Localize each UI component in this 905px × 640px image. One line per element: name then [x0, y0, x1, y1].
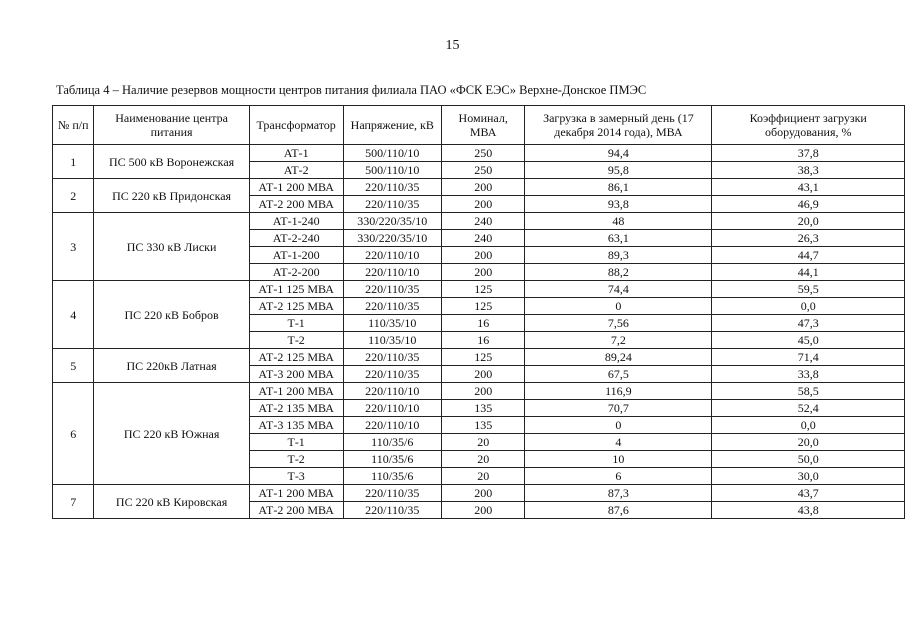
transformer-cell: АТ-2-240 — [249, 230, 343, 247]
table-row — [53, 349, 905, 366]
header-load: Загрузка в замерный день (17 декабря 2014 года), МВА — [525, 106, 712, 145]
load-factor-cell: 47,3 — [712, 315, 905, 332]
voltage-cell: 220/110/10 — [343, 383, 441, 400]
voltage-cell: 220/110/35 — [343, 196, 441, 213]
power-center-cell: ПС 500 кВ Воронежская — [94, 145, 249, 179]
table-row — [53, 281, 905, 298]
transformer-cell: АТ-2 125 МВА — [249, 298, 343, 315]
rating-cell: 16 — [442, 315, 525, 332]
transformer-cell: Т-3 — [249, 468, 343, 485]
load-cell: 7,2 — [525, 332, 712, 349]
load-cell: 0 — [525, 417, 712, 434]
row-number-cell: 6 — [53, 383, 94, 485]
row-number-cell: 2 — [53, 179, 94, 213]
load-factor-cell: 43,1 — [712, 179, 905, 196]
load-factor-cell: 30,0 — [712, 468, 905, 485]
transformer-cell: АТ-2 200 МВА — [249, 502, 343, 519]
load-cell: 70,7 — [525, 400, 712, 417]
voltage-cell: 220/110/10 — [343, 247, 441, 264]
load-factor-cell: 50,0 — [712, 451, 905, 468]
load-cell: 7,56 — [525, 315, 712, 332]
load-cell: 67,5 — [525, 366, 712, 383]
voltage-cell: 330/220/35/10 — [343, 230, 441, 247]
load-factor-cell: 0,0 — [712, 417, 905, 434]
transformer-cell: АТ-1-240 — [249, 213, 343, 230]
table-row — [53, 485, 905, 502]
table-caption: Таблица 4 – Наличие резервов мощности центров питания филиала ПАО «ФСК ЕЭС» Верхне-Донское ПМЭС — [56, 83, 647, 97]
power-center-cell: ПС 220 кВ Бобров — [94, 281, 249, 349]
header-voltage: Напряжение, кВ — [343, 106, 441, 145]
voltage-cell: 500/110/10 — [343, 162, 441, 179]
load-factor-cell: 52,4 — [712, 400, 905, 417]
load-cell: 93,8 — [525, 196, 712, 213]
load-factor-cell: 45,0 — [712, 332, 905, 349]
rating-cell: 200 — [442, 502, 525, 519]
load-factor-cell: 43,8 — [712, 502, 905, 519]
header-center: Наименование центра питания — [94, 106, 249, 145]
header-transformer: Трансформатор — [249, 106, 343, 145]
transformer-cell: АТ-1-200 — [249, 247, 343, 264]
voltage-cell: 220/110/35 — [343, 281, 441, 298]
load-factor-cell: 58,5 — [712, 383, 905, 400]
rating-cell: 135 — [442, 400, 525, 417]
load-factor-cell: 46,9 — [712, 196, 905, 213]
load-factor-cell: 71,4 — [712, 349, 905, 366]
row-number-cell: 7 — [53, 485, 94, 519]
header-rating: Номинал, МВА — [442, 106, 525, 145]
transformer-cell: АТ-3 200 МВА — [249, 366, 343, 383]
load-cell: 116,9 — [525, 383, 712, 400]
rating-cell: 250 — [442, 162, 525, 179]
power-center-cell: ПС 330 кВ Лиски — [94, 213, 249, 281]
transformer-cell: Т-2 — [249, 451, 343, 468]
voltage-cell: 110/35/6 — [343, 434, 441, 451]
power-center-cell: ПС 220 кВ Южная — [94, 383, 249, 485]
rating-cell: 200 — [442, 485, 525, 502]
reserve-capacity-table — [52, 105, 905, 519]
transformer-cell: Т-1 — [249, 315, 343, 332]
rating-cell: 200 — [442, 383, 525, 400]
load-cell: 48 — [525, 213, 712, 230]
transformer-cell: АТ-1 125 МВА — [249, 281, 343, 298]
voltage-cell: 500/110/10 — [343, 145, 441, 162]
load-cell: 95,8 — [525, 162, 712, 179]
voltage-cell: 220/110/35 — [343, 349, 441, 366]
rating-cell: 240 — [442, 213, 525, 230]
transformer-cell: АТ-1 200 МВА — [249, 383, 343, 400]
load-factor-cell: 44,1 — [712, 264, 905, 281]
rating-cell: 200 — [442, 196, 525, 213]
rating-cell: 125 — [442, 298, 525, 315]
load-cell: 87,6 — [525, 502, 712, 519]
voltage-cell: 220/110/10 — [343, 264, 441, 281]
load-cell: 88,2 — [525, 264, 712, 281]
table-row — [53, 383, 905, 400]
row-number-cell: 3 — [53, 213, 94, 281]
power-center-cell: ПС 220кВ Латная — [94, 349, 249, 383]
power-center-cell: ПС 220 кВ Кировская — [94, 485, 249, 519]
rating-cell: 200 — [442, 247, 525, 264]
power-center-cell: ПС 220 кВ Придонская — [94, 179, 249, 213]
row-number-cell: 5 — [53, 349, 94, 383]
voltage-cell: 220/110/35 — [343, 502, 441, 519]
load-factor-cell: 33,8 — [712, 366, 905, 383]
rating-cell: 125 — [442, 349, 525, 366]
page-number: 15 — [445, 38, 460, 53]
load-cell: 87,3 — [525, 485, 712, 502]
transformer-cell: АТ-1 — [249, 145, 343, 162]
load-cell: 74,4 — [525, 281, 712, 298]
load-factor-cell: 44,7 — [712, 247, 905, 264]
transformer-cell: АТ-2 125 МВА — [249, 349, 343, 366]
header-row — [53, 106, 905, 145]
rating-cell: 250 — [442, 145, 525, 162]
table-row — [53, 179, 905, 196]
rating-cell: 20 — [442, 468, 525, 485]
transformer-cell: АТ-3 135 МВА — [249, 417, 343, 434]
voltage-cell: 220/110/35 — [343, 485, 441, 502]
rating-cell: 20 — [442, 451, 525, 468]
load-cell: 6 — [525, 468, 712, 485]
load-cell: 94,4 — [525, 145, 712, 162]
table-body — [53, 145, 905, 519]
load-cell: 89,3 — [525, 247, 712, 264]
transformer-cell: АТ-1 200 МВА — [249, 485, 343, 502]
transformer-cell: Т-1 — [249, 434, 343, 451]
load-factor-cell: 43,7 — [712, 485, 905, 502]
load-factor-cell: 37,8 — [712, 145, 905, 162]
voltage-cell: 220/110/35 — [343, 366, 441, 383]
voltage-cell: 220/110/35 — [343, 179, 441, 196]
voltage-cell: 330/220/35/10 — [343, 213, 441, 230]
table-row — [53, 145, 905, 162]
transformer-cell: АТ-2 135 МВА — [249, 400, 343, 417]
load-cell: 10 — [525, 451, 712, 468]
load-factor-cell: 26,3 — [712, 230, 905, 247]
rating-cell: 16 — [442, 332, 525, 349]
rating-cell: 200 — [442, 179, 525, 196]
voltage-cell: 220/110/10 — [343, 417, 441, 434]
rating-cell: 200 — [442, 366, 525, 383]
row-number-cell: 4 — [53, 281, 94, 349]
load-factor-cell: 0,0 — [712, 298, 905, 315]
load-cell: 4 — [525, 434, 712, 451]
table-row — [53, 213, 905, 230]
voltage-cell: 110/35/6 — [343, 468, 441, 485]
load-cell: 63,1 — [525, 230, 712, 247]
load-factor-cell: 20,0 — [712, 213, 905, 230]
voltage-cell: 110/35/10 — [343, 315, 441, 332]
header-num: № п/п — [53, 106, 94, 145]
rating-cell: 125 — [442, 281, 525, 298]
voltage-cell: 220/110/10 — [343, 400, 441, 417]
transformer-cell: АТ-2 — [249, 162, 343, 179]
load-factor-cell: 38,3 — [712, 162, 905, 179]
load-factor-cell: 59,5 — [712, 281, 905, 298]
row-number-cell: 1 — [53, 145, 94, 179]
load-cell: 86,1 — [525, 179, 712, 196]
load-factor-cell: 20,0 — [712, 434, 905, 451]
rating-cell: 200 — [442, 264, 525, 281]
transformer-cell: АТ-2-200 — [249, 264, 343, 281]
header-load-factor: Коэффициент загрузки оборудования, % — [712, 106, 905, 145]
rating-cell: 20 — [442, 434, 525, 451]
load-cell: 89,24 — [525, 349, 712, 366]
voltage-cell: 110/35/6 — [343, 451, 441, 468]
load-cell: 0 — [525, 298, 712, 315]
transformer-cell: АТ-1 200 МВА — [249, 179, 343, 196]
transformer-cell: АТ-2 200 МВА — [249, 196, 343, 213]
transformer-cell: Т-2 — [249, 332, 343, 349]
voltage-cell: 110/35/10 — [343, 332, 441, 349]
voltage-cell: 220/110/35 — [343, 298, 441, 315]
rating-cell: 240 — [442, 230, 525, 247]
rating-cell: 135 — [442, 417, 525, 434]
